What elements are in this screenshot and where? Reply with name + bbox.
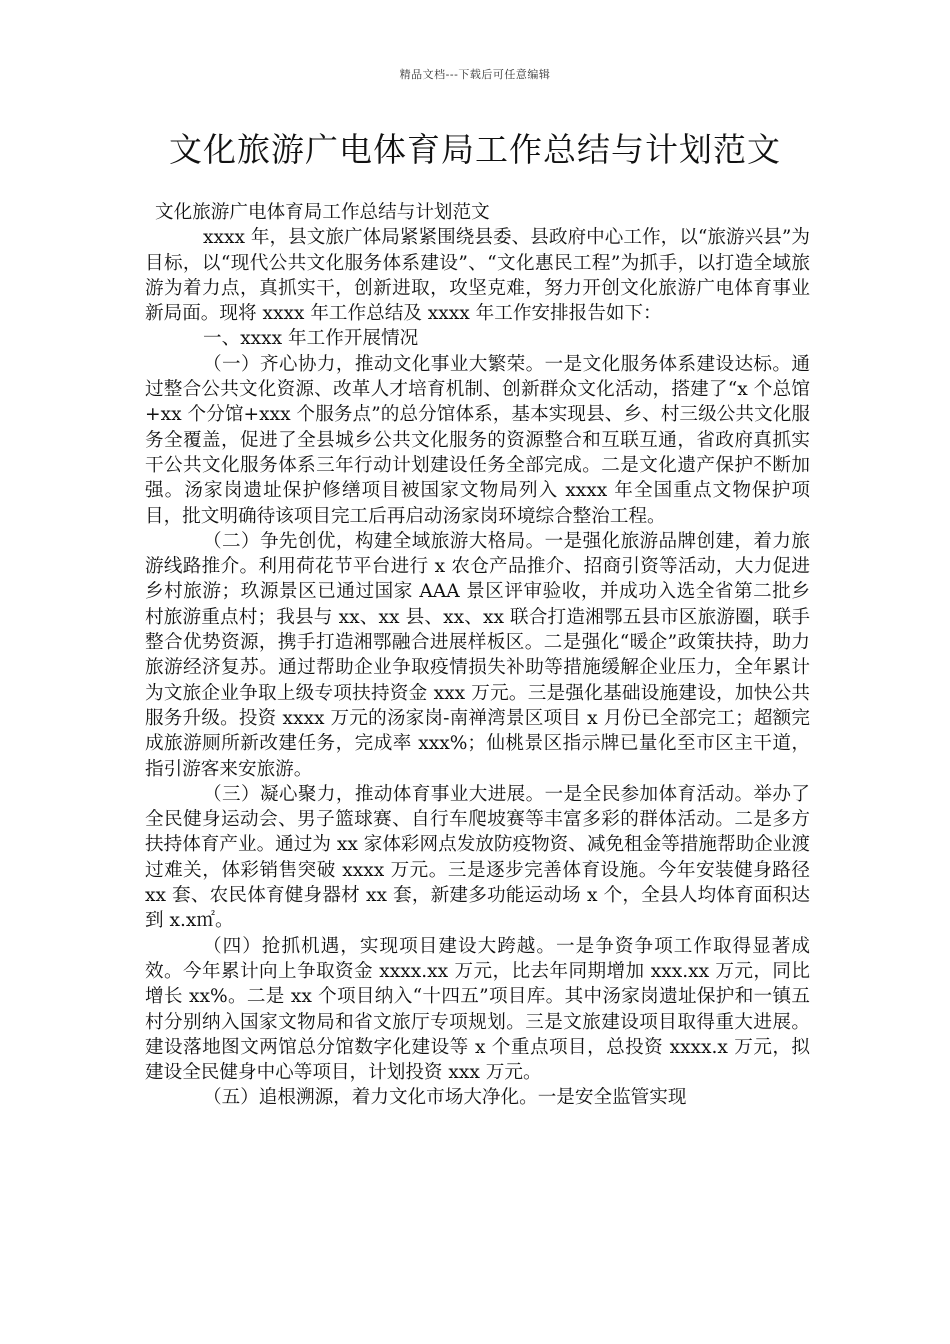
document-subtitle: 文化旅游广电体育局工作总结与计划范文 [155,202,490,223]
paragraph-projects: （四）抢抓机遇，实现项目建设大跨越。一是争资争项工作取得显著成效。今年累计向上争取资金 xxxx.xx 万元，比去年同期增加 xxx.xx 万元，同比增长 xx%。二是 xx 个项目纳入“十四五”项目库。其中汤家岗遗址保护和一镇五村分别纳入国家文物局和省文旅厅专项规划。三是文旅建设项目取得重大进展。建设落地图文两馆总分馆数字化建设等 x 个重点项目，总投资 xxxx.x 万元，拟建设全民健身中心等项目，计划投资 xxx 万元。 [145,935,810,1084]
header-note: 精品文档---下载后可任意编辑 [399,68,551,81]
paragraph-market: （五）追根溯源，着力文化市场大净化。一是安全监管实现 [203,1087,687,1109]
document-title: 文化旅游广电体育局工作总结与计划范文 [169,130,781,169]
paragraph-tourism: （二）争先创优，构建全域旅游大格局。一是强化旅游品牌创建，着力旅游线路推介。利用荷花节平台进行 x 农仓产品推介、招商引资等活动，大力促进乡村旅游；玖源景区已通过国家 AAA 景区评审验收，并成功入选全省第二批乡村旅游重点村；我县与 xx、xx 县、xx、xx 联合打造湘鄂五县市区旅游圈，联手整合优势资源，携手打造湘鄂融合进展样板区。二是强化“暖企”政策扶持，助力旅游经济复苏。通过帮助企业争取疫情损失补助等措施缓解企业压力，全年累计为文旅企业争取上级专项扶持资金 xxx 万元。三是强化基础设施建设，加快公共服务升级。投资 xxxx 万元的汤家岗-南禅湾景区项目 x 月份已全部完工；超额完成旅游厕所新改建任务，完成率 xxx%；仙桃景区指示牌已量化至市区主干道，指引游客来安旅游。 [145,530,810,780]
section-heading-1: 一、xxxx 年工作开展情况 [203,328,419,350]
paragraph-culture: （一）齐心协力，推动文化事业大繁荣。一是文化服务体系建设达标。通过整合公共文化资源、改革人才培育机制、创新群众文化活动，搭建了“x 个总馆+xx 个分馆+xxx 个服务点”的总分馆体系，基本实现县、乡、村三级公共文化服务全覆盖，促进了全县城乡公共文化服务的资源整合和互联互通，省政府真抓实干公共文化服务体系三年行动计划建设任务全部完成。二是文化遗产保护不断加强。汤家岗遗址保护修缮项目被国家文物局列入 xxxx 年全国重点文物保护项目，批文明确待该项目完工后再启动汤家岗环境综合整治工程。 [145,353,810,527]
document-body [145,200,810,1111]
paragraph-intro: xxxx 年，县文旅广体局紧紧围绕县委、县政府中心工作，以“旅游兴县”为目标，以“现代公共文化服务体系建设”、“文化惠民工程”为抓手，以打造全域旅游为着力点，真抓实干，创新进取，攻坚克难，努力开创文化旅游广电体育事业新局面。现将 xxxx 年工作总结及 xxxx 年工作安排报告如下： [145,227,810,325]
paragraph-sports: （三）凝心聚力，推动体育事业大进展。一是全民参加体育活动。举办了全民健身运动会、男子篮球赛、自行车爬坡赛等丰富多彩的群体活动。二是多方扶持体育产业。通过为 xx 家体彩网点发放防疫物资、减免租金等措施帮助企业渡过难关，体彩销售突破 xxxx 万元。三是逐步完善体育设施。今年安装健身路径 xx 套、农民体育健身器材 xx 套，新建多功能运动场 x 个，全县人均体育面积达到 x.x㎡。 [145,783,810,932]
